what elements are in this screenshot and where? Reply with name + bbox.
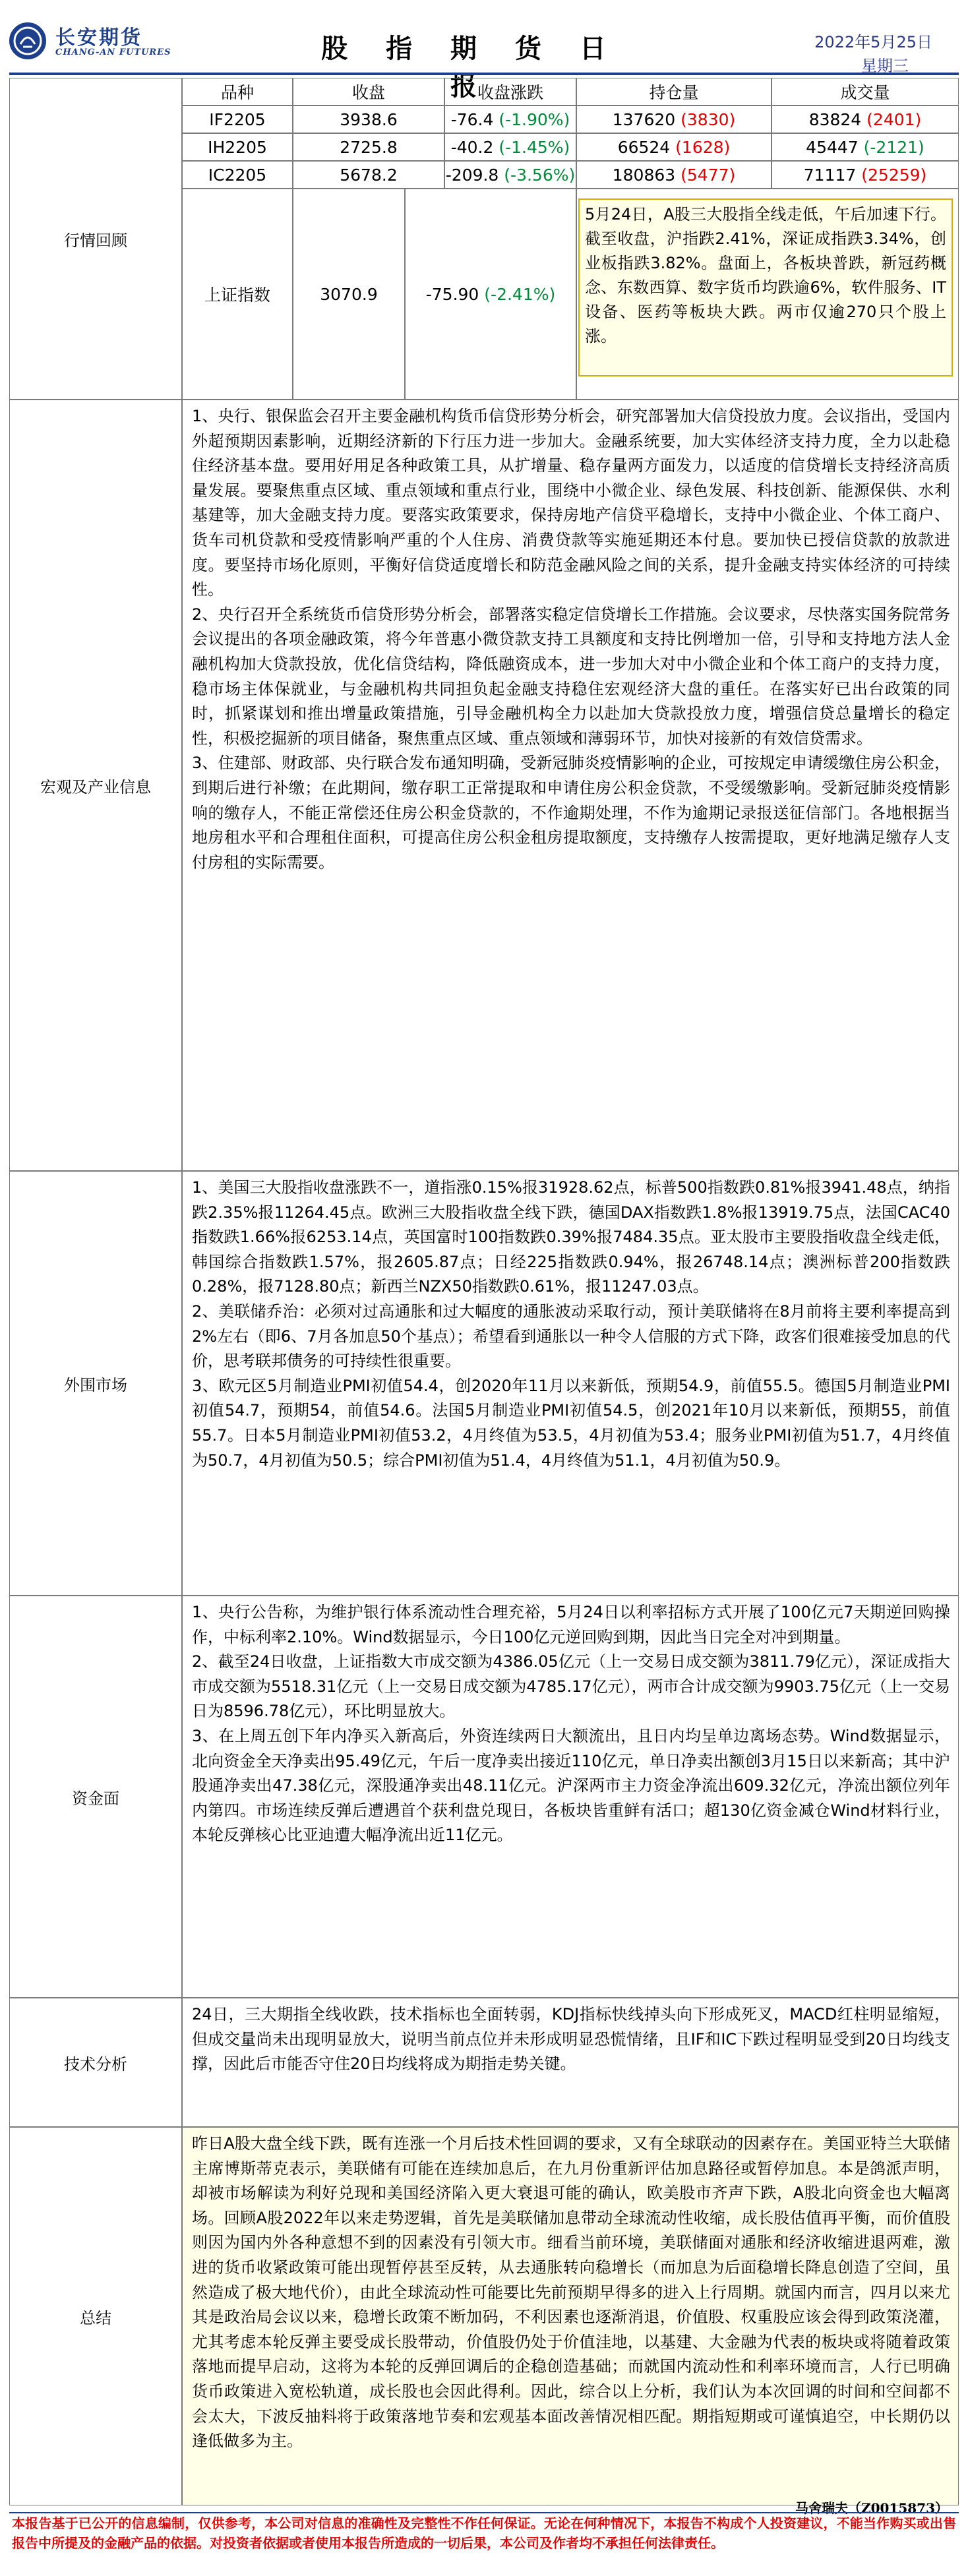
section-label-technical: 技术分析 (9, 1998, 182, 2127)
volume-value: 71117 (803, 165, 857, 185)
capital-paragraph-2: 2、截至24日收盘，上证指数大市成交额为4386.05亿元（上一交易日成交额为3811.79亿元），深证成指大市成交额为5518.31亿元（上一交易日成交额为4785.17亿元），两市合计成交额为9903.75亿元（上一交易日为8596.78亿元），环比明显放大。 (192, 1652, 950, 1721)
change-value: -209.8 (445, 165, 499, 185)
col-header-close: 收盘 (293, 78, 444, 105)
overseas-paragraph-3: 3、欧元区5月制造业PMI初值54.4，创2020年11月以来新低，预期54.9，前值55.5。德国5月制造业PMI初值54.7，预期54，前值54.6。法国5月制造业PMI初值54.5，创2021年10月以来新低，预期55，前值55.7。日本5月制造业PMI初值53.2，4月终值为53.5，4月初值为53.4；服务业PMI初值为51.7，4月终值为50.7，4月初值为50.5；综合PMI初值为51.4，4月终值为51.1，4月初值为50.9。 (192, 1376, 950, 1470)
macro-paragraph-3: 3、住建部、财政部、央行联合发布通知明确，受新冠肺炎疫情影响的企业，可按规定申请缓缴住房公积金，到期后进行补缴；在此期间，缴存职工正常提取和申请住房公积金贷款，不受缓缴影响。受新冠肺炎疫情影响的缴存人，不能正常偿还住房公积金贷款的，不作逾期处理，不作为逾期记录报送征信部门。各地根据当地房租水平和合理租住面积，可提高住房公积金租房提取额度，支持缴存人按需提取，更好地满足缴存人支付房租的实际需要。 (192, 754, 950, 872)
section-body-summary (182, 2127, 959, 2505)
col-header-open-interest: 持仓量 (576, 78, 771, 105)
section-label-macro: 宏观及产业信息 (9, 400, 182, 1171)
volume-value: 83824 (808, 109, 862, 129)
technical-text: 24日，三大期指全线收跌，技术指标也全面转弱，KDJ指标快线掉头向下形成死叉，MACD红柱明显缩短，但成交量尚未出现明显放大，说明当前点位并未形成明显恐慌情绪，且IF和IC下跌过程明显受到20日均线支撑，因此后市能否守住20日均线将成为期指走势关键。 (192, 2005, 950, 2074)
table-row-name: IC2205 (182, 161, 293, 189)
change-percent: (-1.90%) (499, 109, 570, 129)
report-weekday: 星期三 (861, 57, 909, 75)
section-body-capital (182, 1596, 959, 1998)
macro-paragraph-2: 2、央行召开全系统货币信贷形势分析会，部署落实稳定信贷增长工作措施。会议要求，尽快落实国务院常务会议提出的各项金融政策，将今年普惠小微贷款支持工具额度和支持比例增加一倍，引导和支持地方法人金融机构加大贷款投放，优化信贷结构，降低融资成本，进一步加大对中小微企业和个体工商户的支持力度，稳市场主体保就业，与金融机构共同担负起金融支持稳住宏观经济大盘的重任。在落实好已出台政策的同时，抓紧谋划和推出增量政策措施，引导金融机构全力以赴加大贷款投放力度，增强信贷总量增长的稳定性，积极挖掘新的项目储备，聚焦重点区域、重点领域和薄弱环节，加快对接新的有效信贷需求。 (192, 605, 950, 748)
table-row-oi (576, 161, 771, 189)
index-change (405, 189, 576, 400)
table-row-volume (771, 161, 959, 189)
table-row-volume (771, 105, 959, 133)
company-logo (9, 17, 181, 70)
macro-paragraph-1: 1、央行、银保监会召开主要金融机构货币信贷形势分析会，研究部署加大信贷投放力度。会议指出，受国内外超预期因素影响，近期经济新的下行压力进一步加大。金融系统要，加大实体经济支持力度，全力以赴稳住经济基本盘。要用好用足各种政策工具，从扩增量、稳存量两方面发力，以适度的信贷增长支持经济高质量发展。要聚焦重点区域、重点领域和重点行业，围绕中小微企业、绿色发展、科技创新、能源保供、水利基建等，加大金融支持力度。要落实政策要求，保持房地产信贷平稳增长，支持中小微企业、个体工商户、货车司机贷款和受疫情影响严重的个人住房、消费贷款等实施延期还本付息。要加快已授信贷款的放款进度。要坚持市场化原则，平衡好信贷适度增长和防范金融风险之间的关系，提升金融支持实体经济的可持续性。 (192, 407, 950, 599)
overseas-paragraph-1: 1、美国三大股指收盘涨跌不一，道指涨0.15%报31928.62点，标普500指数跌0.81%报3941.48点，纳指跌2.35%报11264.45点。欧洲三大股指收盘全线下跌，德国DAX指数跌1.8%报13919.75点，法国CAC40指数跌1.66%报6253.14点，英国富时100指数跌0.39%报7484.35点。亚太股市主要股指收盘全线走低，韩国综合指数跌1.57%，报2605.87点；日经225指数跌0.94%，报26748.14点；澳洲标普200指数跌0.28%，报7128.80点；新西兰NZX50指数跌0.61%，报11247.03点。 (192, 1178, 950, 1296)
volume-change: (25259) (861, 165, 927, 185)
table-row-volume (771, 133, 959, 161)
oi-change: (3830) (681, 109, 736, 129)
analyst-name: 马舍瑞夫（Z0015873） (795, 2500, 948, 2516)
volume-value: 45447 (806, 137, 859, 157)
summary-text: 昨日A股大盘全线下跌，既有连涨一个月后技术性回调的要求，又有全球联动的因素存在。美国亚特兰大联储主席博斯蒂克表示，美联储有可能在连续加息后，在九月份重新评估加息路径或暂停加息。本是鸽派声明，却被市场解读为利好兑现和美国经济陷入更大衰退可能的确认，欧美股市齐声下跌，A股北向资金也大幅离场。回顾A股2022年以来走势逻辑，首先是美联储加息带动全球流动性收缩，成长股估值再平衡，而价值股则因为国内外各种意想不到的因素没有引领大市。细看当前环境，美联储面对通胀和经济收缩进退两难，激进的货币收紧政策可能出现暂停甚至反转，从去通胀转向稳增长（而加息为后面稳增长降息创造了空间，虽然造成了极大地代价），由此全球流动性可能要比先前预期早得多的进入上行周期。就国内而言，四月以来尤其是政治局会议以来，稳增长政策不断加码，不利因素也逐渐消退，价值股、权重股应该会得到政策浇灌，尤其考虑本轮反弹主要受成长股带动，价值股仍处于价值洼地，以基建、大金融为代表的板块或将随着政策落地而提早启动，这将为本轮的反弹回调后的企稳创造基础；而就国内流动性和利率环境而言，人行已明确货币政策进入宽松轨道，成长股也会因此得利。因此，综合以上分析，我们认为本次回调的时间和空间都不会太大，下波反抽料将于政策落地节奏和宏观基本面改善情况相匹配。期指短期或可谨慎追空，中长期仍以逢低做多为主。 (192, 2134, 950, 2451)
section-body-macro (182, 400, 959, 1171)
section-body-overseas (182, 1171, 959, 1596)
section-label-summary: 总结 (9, 2127, 182, 2505)
table-row-close: 3938.6 (293, 105, 444, 133)
disclaimer-text: 本报告基于已公开的信息编制，仅供参考，本公司对信息的准确性及完整性不作任何保证。无论在何种情况下，本报告不构成个人投资建议，不能当作购买或出售报告中所提及的金融产品的依据。对投资者依据或者使用本报告所造成的一切后果，本公司及作者均不承担任何法律责任。 (12, 2515, 956, 2551)
report-title: 股 指 期 货 日 报 (321, 34, 620, 102)
section-label-review: 行情回顾 (9, 78, 182, 400)
volume-change: (-2121) (863, 137, 924, 157)
table-row-change (444, 161, 576, 189)
market-summary-cell (576, 189, 959, 400)
section-body-technical (182, 1998, 959, 2127)
change-percent: (-1.45%) (499, 137, 570, 157)
col-header-name: 品种 (182, 78, 293, 105)
oi-change: (5477) (681, 165, 736, 185)
table-row-close: 2725.8 (293, 133, 444, 161)
capital-paragraph-3: 3、在上周五创下年内净买入新高后，外资连续两日大额流出，且日内均呈单边离场态势。Wind数据显示，北向资金全天净卖出95.49亿元，午后一度净卖出接近110亿元，单日净卖出额创3月15日以来新高；其中沪股通净卖出47.38亿元，深股通净卖出48.11亿元。沪深两市主力资金净流出609.32亿元，净流出额位列年内第四。市场连续反弹后遭遇首个获利盘兑现日，各板块皆重鲜有活口；超130亿资金减仓Wind材料行业，本轮反弹核心比亚迪遭大幅净流出近11亿元。 (192, 1726, 950, 1845)
index-name: 上证指数 (182, 189, 293, 400)
report-date: 2022年5月25日 (814, 33, 932, 51)
oi-change: (1628) (675, 137, 731, 157)
index-change-value: -75.90 (425, 284, 479, 304)
change-value: -40.2 (450, 137, 494, 157)
oi-value: 66524 (617, 137, 671, 157)
section-label-overseas: 外围市场 (9, 1171, 182, 1596)
logo-emblem-icon (9, 22, 46, 59)
index-close: 3070.9 (293, 189, 405, 400)
col-header-change: 收盘涨跌 (444, 78, 576, 105)
logo-english-name: CHANG-AN FUTURES (55, 47, 171, 57)
table-row-change (444, 133, 576, 161)
header-divider (9, 73, 959, 75)
oi-value: 180863 (612, 165, 676, 185)
section-label-capital: 资金面 (9, 1596, 182, 1998)
change-percent: (-3.56%) (504, 165, 576, 185)
overseas-paragraph-2: 2、美联储乔治：必须对过高通胀和过大幅度的通胀波动采取行动，预计美联储将在8月前将主要利率提高到2%左右（即6、7月各加息50个基点）；希望看到通胀以一种令人信服的方式下降，政客们很难接受加息的代价，思考联邦债务的可持续性很重要。 (192, 1302, 950, 1371)
table-row-close: 5678.2 (293, 161, 444, 189)
capital-paragraph-1: 1、央行公告称，为维护银行体系流动性合理充裕，5月24日以利率招标方式开展了100亿元7天期逆回购操作，中标利率2.10%。Wind数据显示，今日100亿元逆回购到期，因此当日完全对冲到期量。 (192, 1603, 950, 1646)
col-header-volume: 成交量 (771, 78, 959, 105)
logo-chinese-name: 长安期货 (55, 26, 142, 49)
oi-value: 137620 (612, 109, 676, 129)
volume-change: (2401) (866, 109, 922, 129)
table-row-name: IF2205 (182, 105, 293, 133)
table-row-oi (576, 105, 771, 133)
table-row-oi (576, 133, 771, 161)
change-value: -76.4 (450, 109, 494, 129)
market-summary-text: 5月24日，A股三大股指全线走低，午后加速下行。截至收盘，沪指跌2.41%，深证成指跌3.34%，创业板指跌3.82%。盘面上，各板块普跌，新冠药概念、东数西算、数字货币均跌逾6%，软件服务、IT设备、医药等板块大跌。两市仅逾270只个股上涨。 (578, 198, 953, 376)
table-row-change (444, 105, 576, 133)
index-change-percent: (-2.41%) (484, 284, 556, 304)
table-row-name: IH2205 (182, 133, 293, 161)
